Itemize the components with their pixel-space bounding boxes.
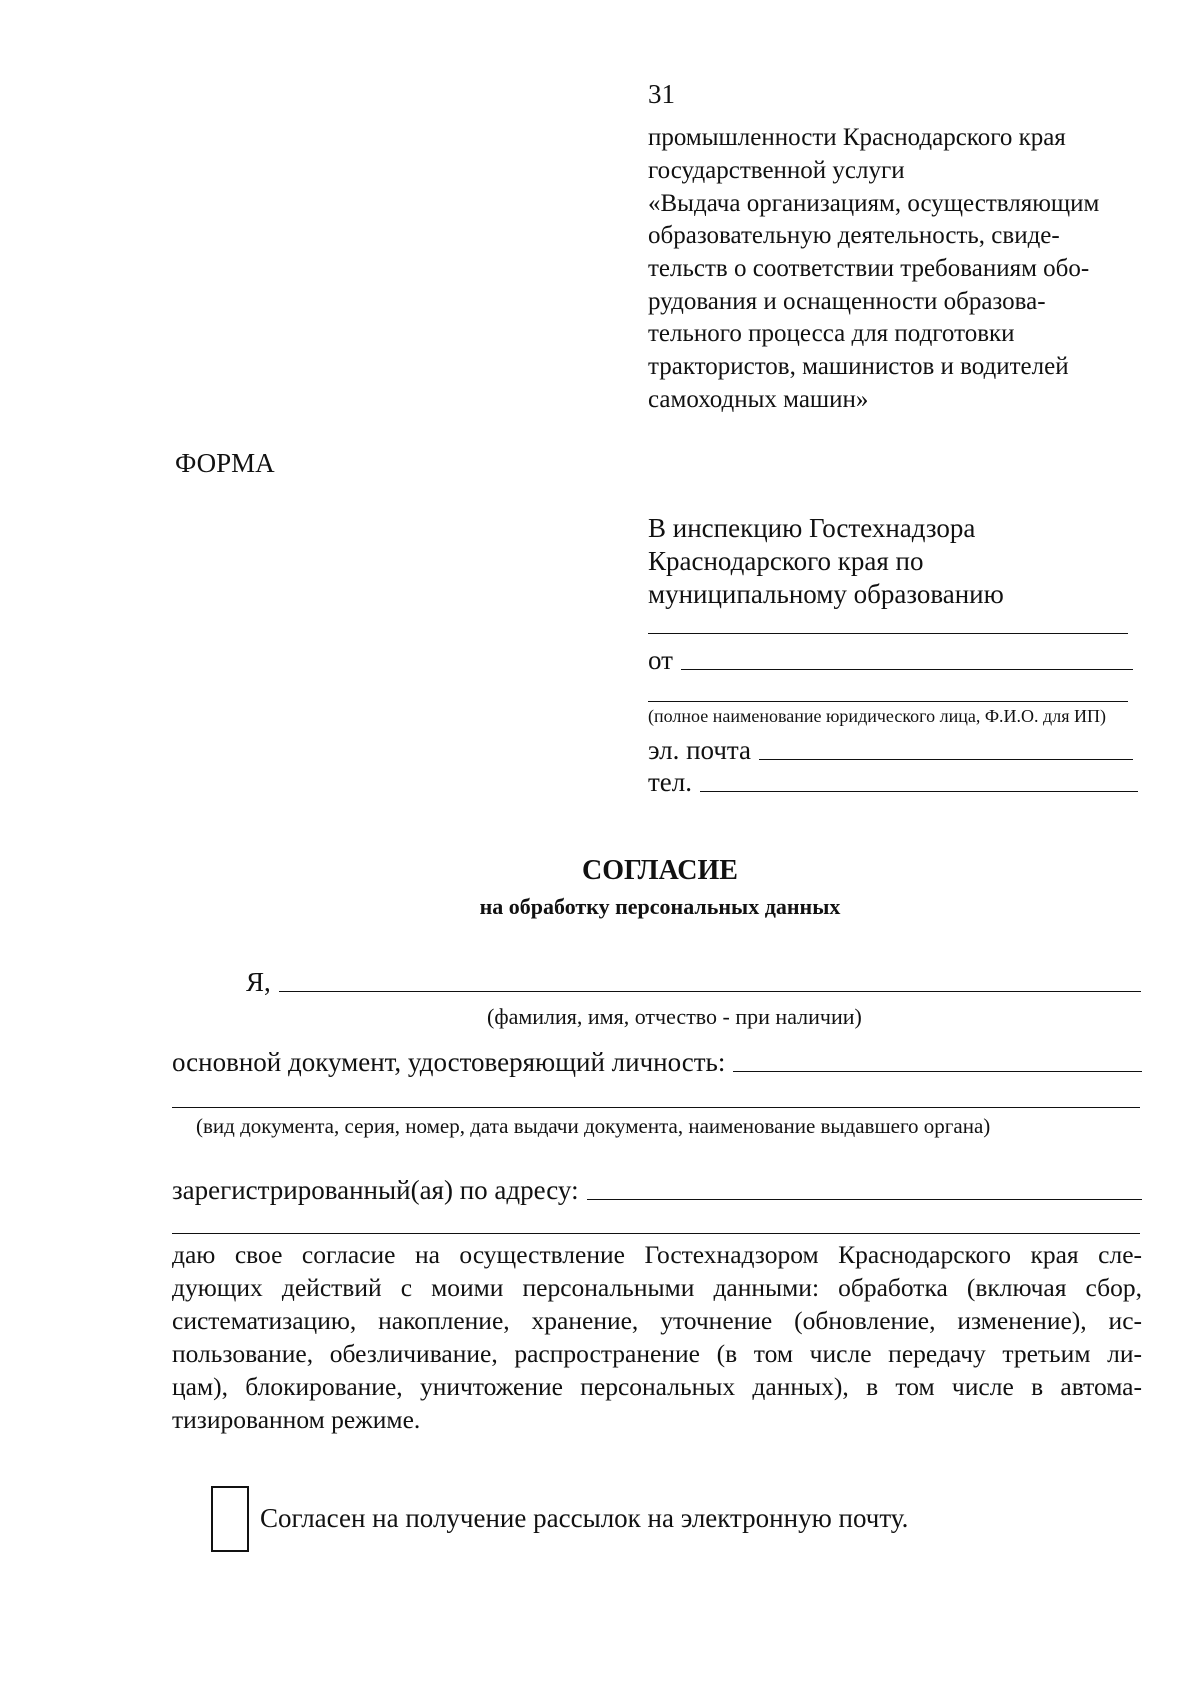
document-title: СОГЛАСИЕ: [582, 855, 738, 886]
from-label: от: [648, 645, 673, 675]
addressee-line: В инспекцию Гостехнадзора: [648, 513, 976, 543]
phone-row: [648, 766, 1138, 798]
id-doc-row: [172, 1046, 1142, 1078]
consent-line: пользование, обезличивание, распространение (в том числе передачу третьим ли-: [172, 1339, 1142, 1368]
email-row: [648, 734, 1133, 766]
header-line: тельств о соответствии требованиям обо-: [648, 255, 1090, 282]
header-line: тельного процесса для подготовки: [648, 320, 1015, 347]
from-input-line-2[interactable]: [648, 701, 1128, 702]
mailing-consent-checkbox[interactable]: [211, 1486, 249, 1552]
header-line: самоходных машин»: [648, 386, 869, 413]
municipality-input-line[interactable]: [648, 633, 1128, 634]
consent-line: тизированном режиме.: [172, 1405, 421, 1434]
email-input-line[interactable]: [759, 759, 1133, 760]
from-caption: (полное наименование юридического лица, Ф.И.О. для ИП): [648, 706, 1106, 726]
page-number: 31: [648, 79, 675, 109]
addressee-line: муниципальному образованию: [648, 579, 1004, 609]
phone-input-line[interactable]: [700, 791, 1138, 792]
form-label: ФОРМА: [175, 448, 275, 478]
header-line: рудования и оснащенности образова-: [648, 288, 1046, 315]
address-input-line[interactable]: [587, 1199, 1142, 1200]
header-line: трактористов, машинистов и водителей: [648, 353, 1069, 380]
header-line: «Выдача организациям, осуществляющим: [648, 190, 1100, 217]
id-doc-input-line-2[interactable]: [172, 1107, 1140, 1108]
i-label: Я,: [246, 967, 271, 997]
name-row: [246, 966, 1141, 998]
consent-line: дующих действий с моими персональными данными: обработка (включая сбор,: [172, 1273, 1142, 1302]
id-doc-input-line[interactable]: [733, 1071, 1142, 1072]
name-input-line[interactable]: [279, 991, 1141, 992]
from-input-line[interactable]: [681, 669, 1133, 670]
id-doc-caption: (вид документа, серия, номер, дата выдачи документа, наименование выдавшего органа): [196, 1114, 991, 1138]
addressee-line: Краснодарского края по: [648, 546, 924, 576]
phone-label: тел.: [648, 767, 693, 797]
header-line: образовательную деятельность, свиде-: [648, 222, 1060, 249]
address-label: зарегистрированный(ая) по адресу:: [172, 1175, 579, 1205]
email-label: эл. почта: [648, 735, 752, 765]
header-line: промышленности Краснодарского края: [648, 124, 1066, 151]
header-line: государственной услуги: [648, 157, 905, 184]
mailing-consent-label: Согласен на получение рассылок на электронную почту.: [260, 1503, 909, 1533]
id-doc-label: основной документ, удостоверяющий личность:: [172, 1047, 726, 1077]
name-caption: (фамилия, имя, отчество - при наличии): [487, 1004, 862, 1029]
address-row: [172, 1174, 1142, 1206]
from-row: [648, 644, 1133, 676]
consent-line: цам), блокирование, уничтожение персональных данных), в том числе в автома-: [172, 1372, 1142, 1401]
document-subtitle: на обработку персональных данных: [479, 894, 841, 919]
address-input-line-2[interactable]: [172, 1233, 1140, 1234]
consent-line: систематизацию, накопление, хранение, уточнение (обновление, изменение), ис-: [172, 1306, 1142, 1335]
consent-line: даю свое согласие на осуществление Гостехнадзором Краснодарского края сле-: [172, 1240, 1142, 1269]
